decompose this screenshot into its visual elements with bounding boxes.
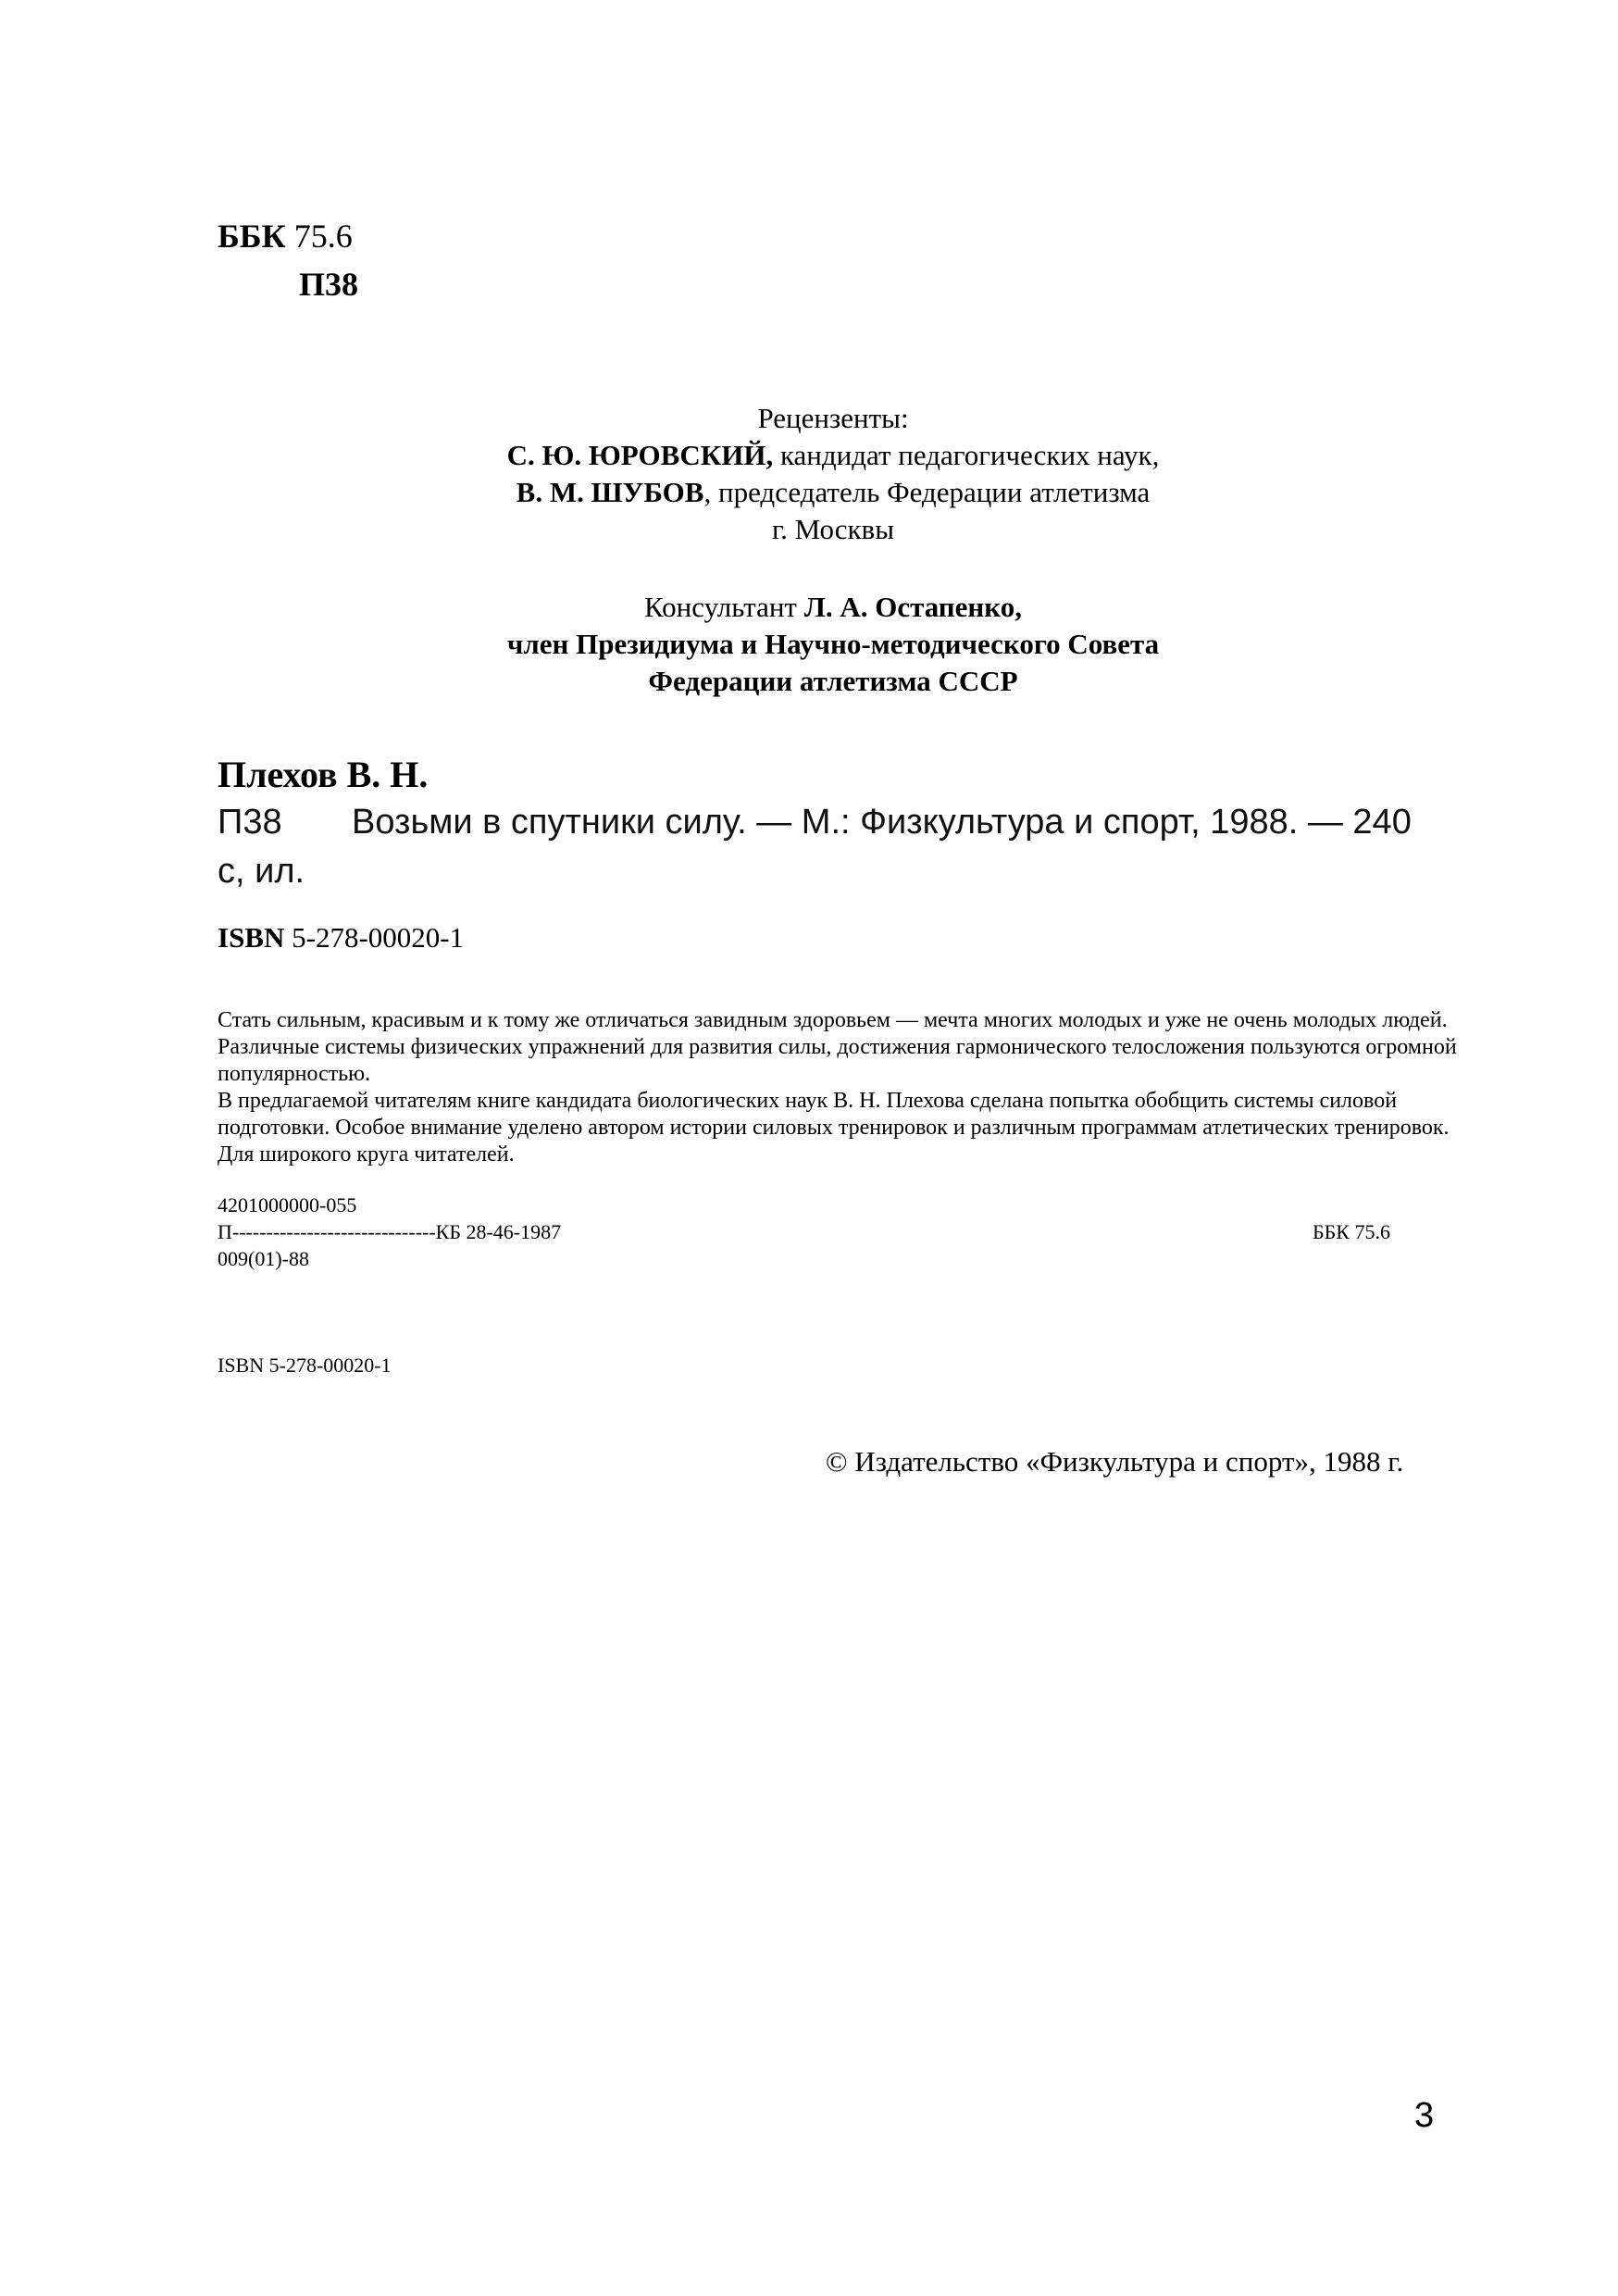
- isbn-label: ISBN: [218, 921, 285, 954]
- index-code-line-2: П------------------------------КБ 28-46-1987: [218, 1220, 562, 1243]
- bbk-label: ББК: [218, 218, 286, 255]
- reviewer-1-name: С. Ю. ЮРОВСКИЙ,: [506, 439, 774, 471]
- index-code-line-3: 009(01)-88: [218, 1247, 309, 1270]
- reviewer-2-city: г. Москвы: [771, 513, 895, 545]
- consultant-line-3: Федерации атлетизма СССР: [648, 665, 1018, 697]
- isbn-value: 5-278-00020-1: [292, 921, 465, 954]
- consultant-line-1: [463, 589, 1203, 626]
- catalog-entry: [218, 798, 1444, 896]
- page-number: 3: [1414, 2096, 1435, 2135]
- reviewer-2: [463, 474, 1203, 511]
- catalog-entry-text: Возьми в спутники силу. — М.: Физкультура и спорт, 1988. — 240: [352, 803, 1412, 842]
- reviewers-heading: Рецензенты:: [757, 402, 909, 434]
- index-code-line-1: 4201000000-055: [218, 1193, 357, 1217]
- reviewer-2-name: В. М. ШУБОВ: [516, 476, 704, 508]
- isbn-main: [218, 919, 464, 956]
- annotation: [218, 1007, 1458, 1168]
- author-mark: П38: [299, 266, 359, 303]
- reviewer-1: [463, 437, 1203, 474]
- bbk-code-right: ББК 75.6: [1313, 1220, 1390, 1243]
- copyright: © Издательство «Физкультура и спорт», 1988 г.: [826, 1445, 1404, 1478]
- consultant-name: Л. А. Остапенко,: [803, 591, 1022, 623]
- consultant-block: [463, 589, 1203, 700]
- annotation-paragraph-1: Стать сильным, красивым и к тому же отличаться завидным здоровьем — мечта многих молодых и уже не очень молодых людей. Различные системы физических упражнений для развития силы, достижения гармонического телосложения пользуются огромной популярностью.: [218, 1008, 1457, 1086]
- bbk-value: 75.6: [293, 218, 353, 255]
- annotation-paragraph-2: В предлагаемой читателям книге кандидата биологических наук В. Н. Плехова сделана попытка обобщить системы силовой подготовки. Особое внимание уделено автором истории силовых тренировок и различным программам атлетических тренировок. Для широкого круга читателей.: [218, 1089, 1450, 1167]
- reviewers-block: [463, 400, 1203, 548]
- consultant-label: Консультант: [644, 591, 797, 623]
- bbk-classification: [218, 215, 353, 257]
- reviewer-1-title: кандидат педагогических наук,: [779, 439, 1160, 471]
- book-author: Плехов В. Н.: [218, 754, 429, 795]
- catalog-code: П38: [218, 803, 282, 842]
- consultant-line-2: член Президиума и Научно-методического Совета: [506, 628, 1160, 660]
- catalog-row: [218, 798, 1444, 847]
- reviewer-2-title: , председатель Федерации атлетизма: [703, 476, 1151, 508]
- isbn-small: ISBN 5-278-00020-1: [218, 1354, 392, 1377]
- catalog-entry-cont: с, ил.: [218, 852, 305, 891]
